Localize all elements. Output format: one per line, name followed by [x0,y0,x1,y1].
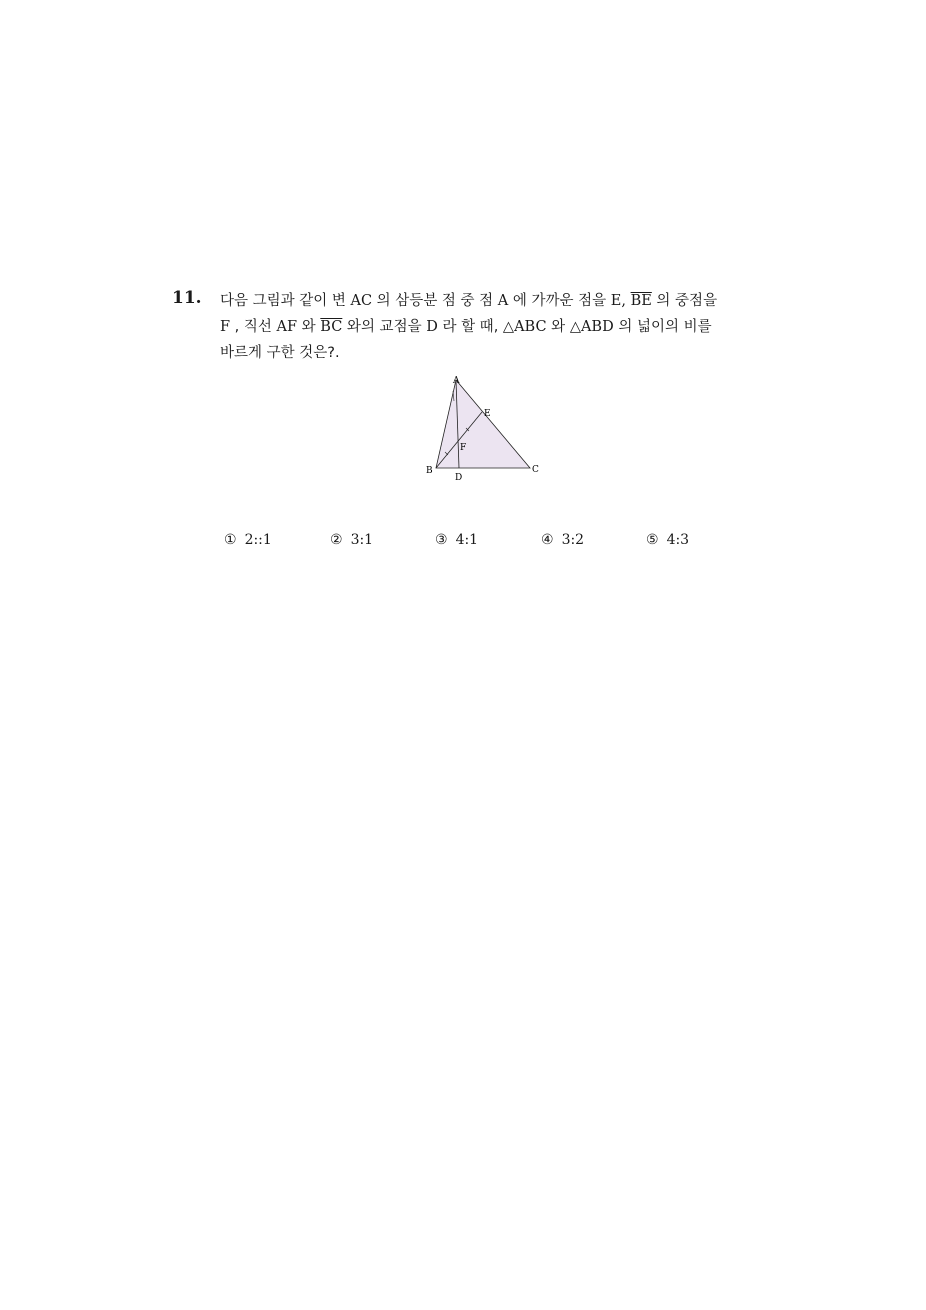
text-segment: 와 [297,319,321,335]
text-segment: 와의 교점을 [342,319,427,335]
question-line-3: 바르게 구한 것은?. [220,345,340,361]
triangle-diagram [420,372,550,484]
choice-text: 2::1 [244,532,272,548]
point-a: A [497,293,509,309]
text-segment: 의 삼등분 점 중 점 [372,293,498,309]
choice-4[interactable] [541,532,584,548]
point-e: E, [610,293,626,309]
text-segment: , 직선 [230,319,277,335]
label-b: B [426,466,433,476]
choice-mark: ① [224,532,237,548]
text-segment: 다음 그림과 같이 변 [220,293,351,309]
text-segment: 의 중점을 [651,293,718,309]
segment-bc: $\overline{BC}$ [320,319,343,335]
triangle-figure [420,372,550,484]
text-segment: 의 넓이의 비를 [613,319,712,335]
question-number: 11. [172,288,202,308]
triangle-abd: △ABD [569,319,614,335]
question-text [220,288,760,366]
choice-text: 3:2 [561,532,585,548]
question-line-2 [220,314,760,340]
text-segment: 라 할 때, [437,319,503,335]
answer-choices [224,532,744,554]
choice-text: 4:1 [455,532,479,548]
segment-ac: AC [350,293,373,309]
choice-text: 3:1 [350,532,374,548]
question-line-1 [220,288,760,314]
choice-mark: ⑤ [646,532,659,548]
label-f: F [460,443,467,453]
label-e: E [484,409,491,419]
label-d: D [455,473,463,483]
choice-5[interactable] [646,532,689,548]
segment-be: $\overline{BE}$ [630,293,652,309]
choice-1[interactable] [224,532,272,548]
choice-mark: ③ [435,532,448,548]
point-f: F [220,319,231,335]
point-d: D [426,319,438,335]
triangle-abc-shape [436,380,530,468]
line-af: AF [276,319,298,335]
choice-text: 4:3 [666,532,690,548]
text-segment: 에 가까운 점을 [508,293,611,309]
choice-3[interactable] [435,532,478,548]
choice-mark: ④ [541,532,554,548]
choice-2[interactable] [330,532,373,548]
choice-mark: ② [330,532,343,548]
label-a: A [453,376,460,386]
label-c: C [532,465,539,475]
triangle-abc: △ABC [502,319,547,335]
text-segment: 와 [546,319,570,335]
